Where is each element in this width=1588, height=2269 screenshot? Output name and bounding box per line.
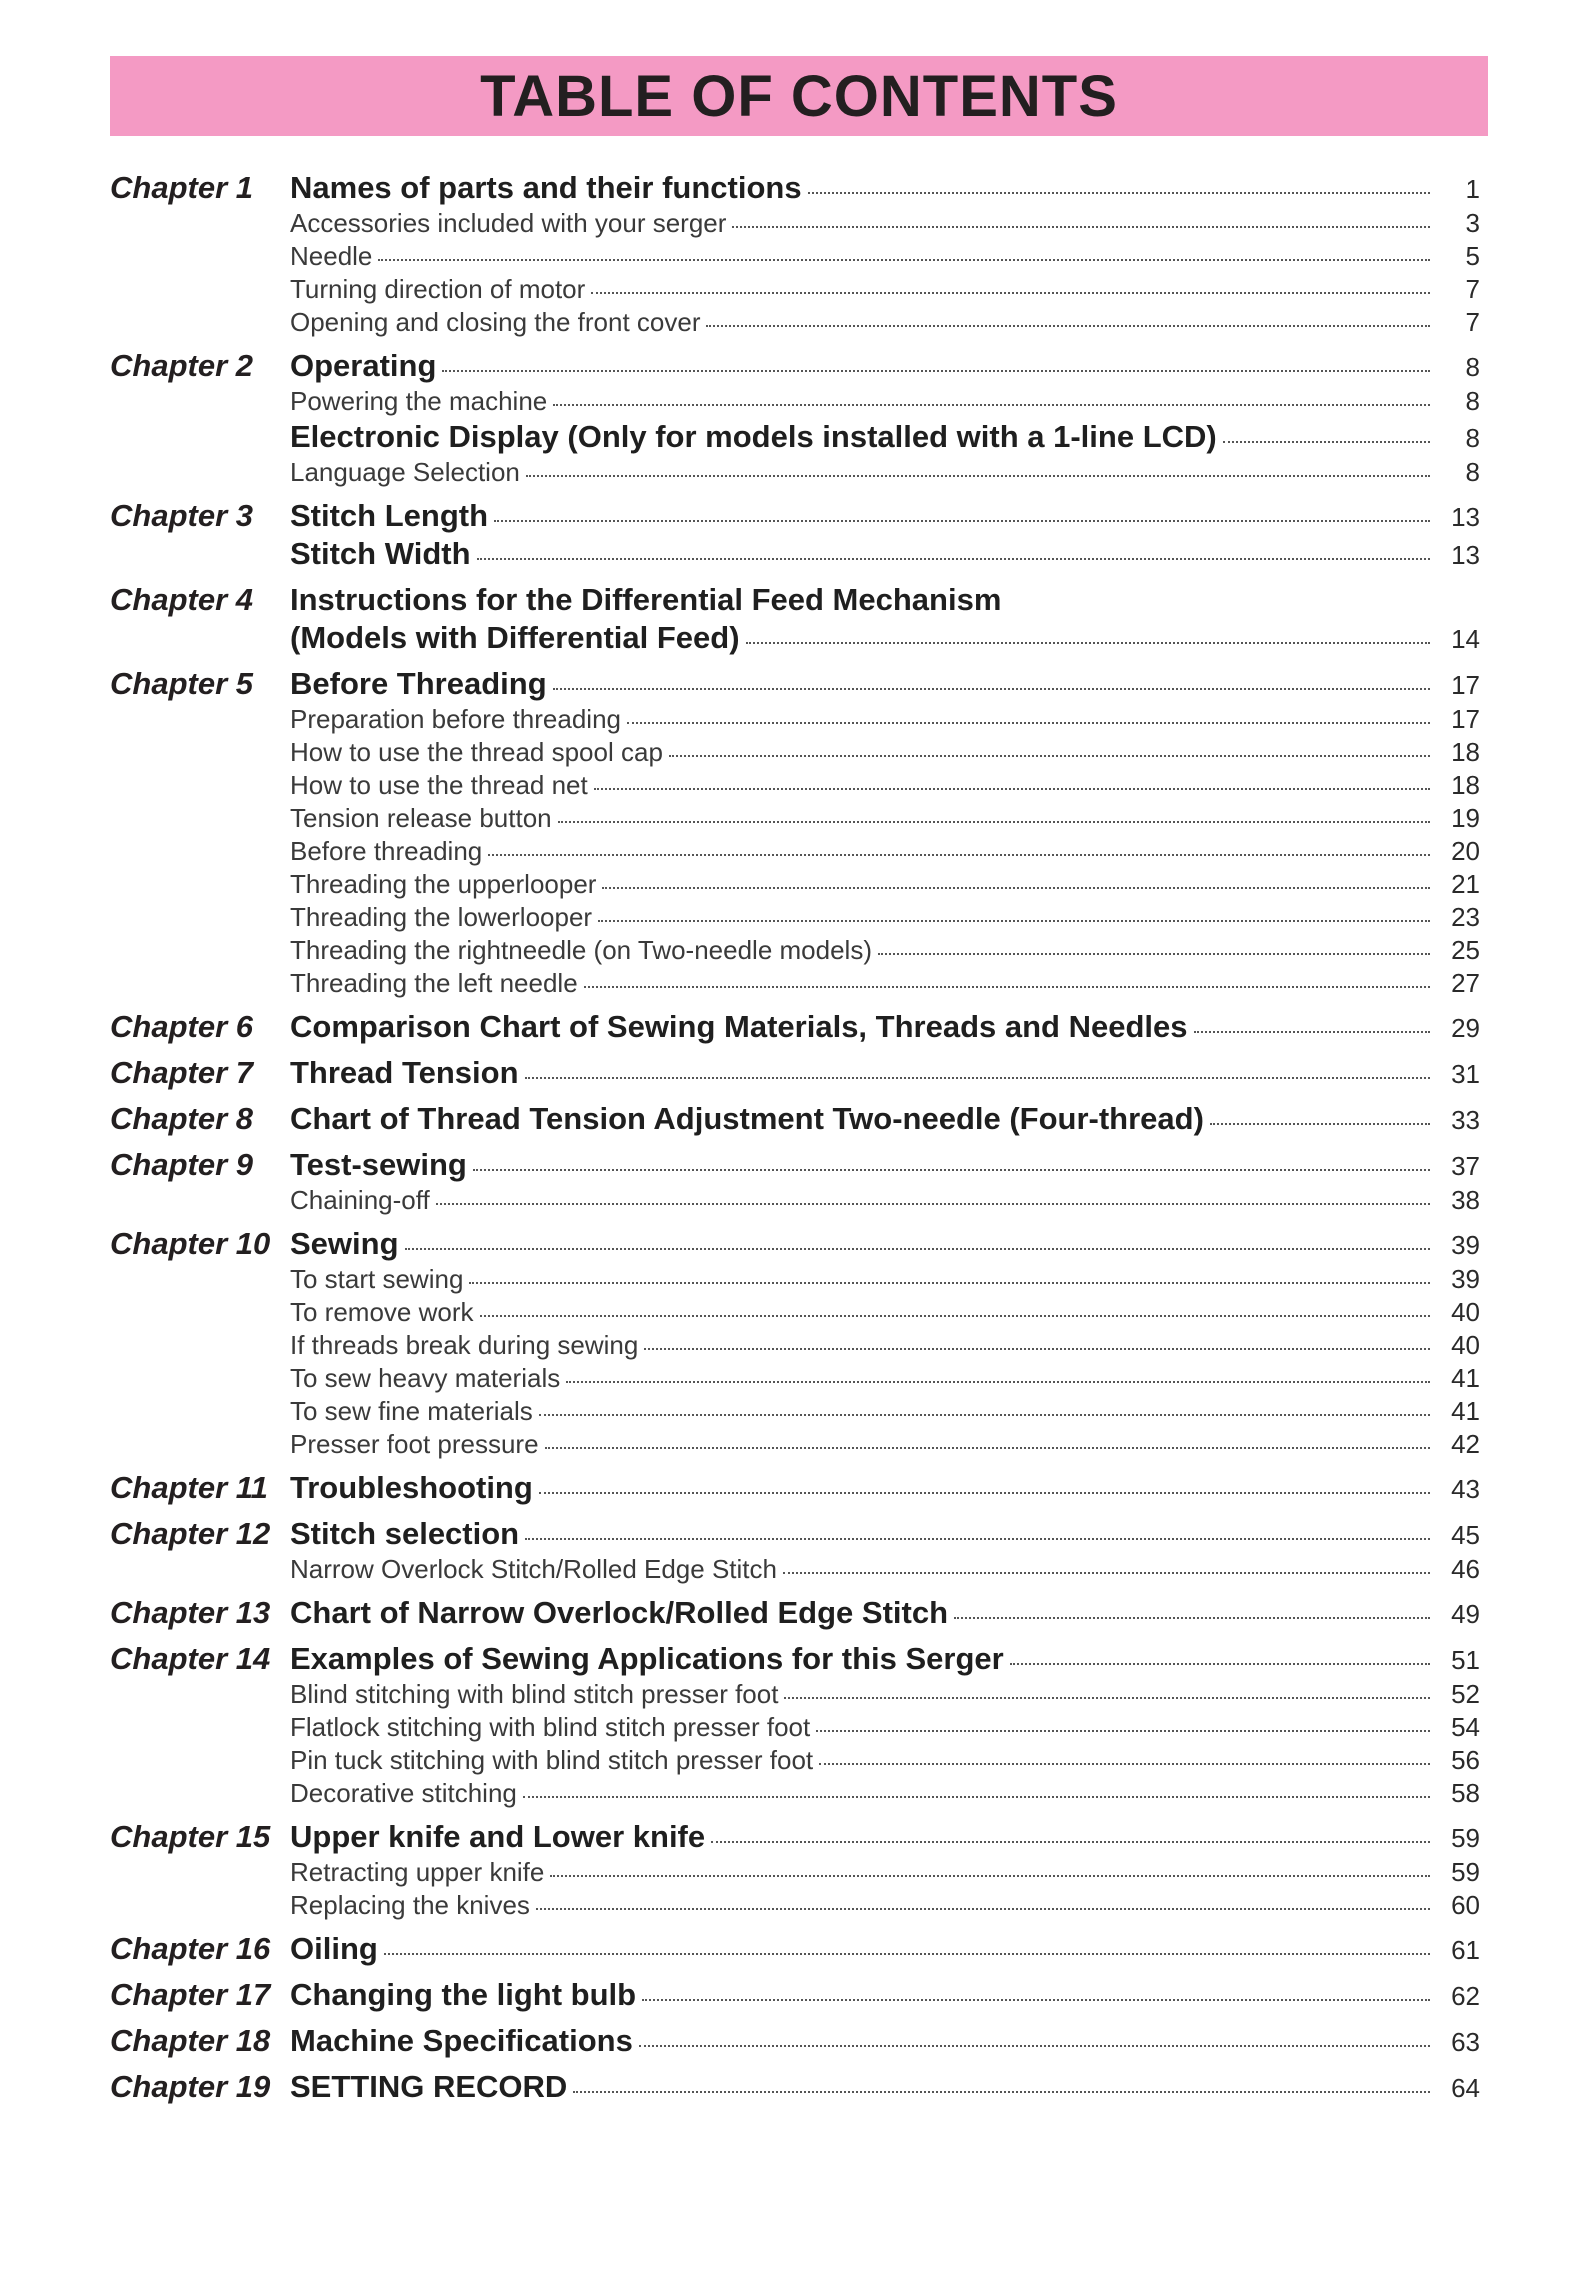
- toc-entry-title: Threading the rightneedle (on Two-needle models): [290, 935, 872, 965]
- dot-leader: [536, 1908, 1430, 1910]
- toc-chapter-row[interactable]: [110, 666, 1480, 704]
- toc-chapter-row[interactable]: [110, 419, 1480, 457]
- dot-leader: [784, 1697, 1430, 1699]
- dot-leader: [442, 370, 1430, 372]
- toc-entry-title: Upper knife and Lower knife: [290, 1819, 706, 1854]
- toc-entry: [290, 704, 1480, 735]
- toc-entry-title: Replacing the knives: [290, 1890, 530, 1920]
- dot-leader: [558, 821, 1430, 823]
- toc-subsection-row[interactable]: [110, 1297, 1480, 1330]
- chapter-label: Chapter 2: [110, 348, 253, 383]
- toc-entry-title: Thread Tension: [290, 1055, 519, 1090]
- toc-entry-title: To sew fine materials: [290, 1396, 533, 1426]
- toc-entry: [290, 170, 1480, 206]
- toc-subsection-row[interactable]: [110, 902, 1480, 935]
- toc-chapter-row[interactable]: [110, 1977, 1480, 2015]
- page-number: 63: [1451, 2027, 1480, 2057]
- toc-subsection-row[interactable]: [110, 836, 1480, 869]
- toc-entry: [290, 836, 1480, 867]
- dot-leader: [706, 325, 1430, 327]
- toc-entry-title: (Models with Differential Feed): [290, 620, 740, 655]
- dot-leader: [644, 1348, 1430, 1350]
- toc-entry: [290, 1185, 1480, 1216]
- chapter-label: Chapter 6: [110, 1009, 253, 1044]
- toc-entry: [290, 1330, 1480, 1361]
- chapter-label: Chapter 14: [110, 1641, 271, 1676]
- dot-leader: [566, 1381, 1430, 1383]
- toc-entry: [290, 241, 1480, 272]
- page-number: 61: [1451, 1935, 1480, 1965]
- dot-leader: [819, 1763, 1430, 1765]
- page-number: 54: [1451, 1712, 1480, 1742]
- toc-entry-title: Stitch Length: [290, 498, 489, 533]
- toc-subsection-row[interactable]: [110, 1363, 1480, 1396]
- page-number: 43: [1451, 1474, 1480, 1504]
- toc-chapter-row[interactable]: [110, 1470, 1480, 1508]
- dot-leader: [525, 1538, 1430, 1540]
- toc-entry-title: How to use the thread spool cap: [290, 737, 663, 767]
- toc-subsection-row[interactable]: [110, 208, 1480, 241]
- toc-entry-title: Comparison Chart of Sewing Materials, Threads and Needles: [290, 1009, 1188, 1044]
- toc-entry: [290, 1778, 1480, 1809]
- toc-chapter-row[interactable]: [110, 1516, 1480, 1554]
- toc-chapter-row[interactable]: [110, 1055, 1480, 1093]
- page-number: 25: [1451, 935, 1480, 965]
- page-number: 21: [1451, 869, 1480, 899]
- toc-chapter-row[interactable]: [110, 1009, 1480, 1047]
- toc-entry: [290, 1363, 1480, 1394]
- toc-entry: [290, 869, 1480, 900]
- page-number: 8: [1465, 423, 1480, 453]
- page-number: 29: [1451, 1013, 1480, 1043]
- dot-leader: [488, 854, 1430, 856]
- toc-entry-title: Pin tuck stitching with blind stitch presser foot: [290, 1745, 814, 1775]
- toc-entry: [290, 536, 1480, 572]
- chapter-label: Chapter 11: [110, 1470, 268, 1505]
- toc-subsection-row[interactable]: [110, 1857, 1480, 1890]
- dot-leader: [1010, 1663, 1430, 1665]
- dot-leader: [639, 2045, 1430, 2047]
- dot-leader: [1223, 441, 1430, 443]
- page-number: 39: [1451, 1230, 1480, 1260]
- dot-leader: [669, 755, 1430, 757]
- chapter-label: Chapter 3: [110, 498, 253, 533]
- toc-chapter-row[interactable]: [110, 582, 1480, 620]
- toc-subsection-row[interactable]: [110, 935, 1480, 968]
- dot-leader: [746, 642, 1430, 644]
- toc-chapter-row[interactable]: [110, 1226, 1480, 1264]
- toc-subsection-row[interactable]: [110, 1264, 1480, 1297]
- toc-entry: [290, 274, 1480, 305]
- page-number: 23: [1451, 902, 1480, 932]
- page-number: 13: [1451, 540, 1480, 570]
- toc-entry-title: Presser foot pressure: [290, 1429, 539, 1459]
- chapter-label: Chapter 12: [110, 1516, 271, 1551]
- dot-leader: [954, 1617, 1430, 1619]
- chapter-label: Chapter 15: [110, 1819, 271, 1854]
- toc-subsection-row[interactable]: [110, 1396, 1480, 1429]
- toc-entry-title: Before threading: [290, 836, 483, 866]
- toc-entry-title: Narrow Overlock Stitch/Rolled Edge Stitch: [290, 1554, 777, 1584]
- chapter-label: Chapter 10: [110, 1226, 271, 1261]
- toc-entry-title: To sew heavy materials: [290, 1363, 561, 1393]
- toc-entry-title: Electronic Display (Only for models installed with a 1-line LCD): [290, 419, 1217, 454]
- dot-leader: [732, 226, 1430, 228]
- toc-entry-title: Operating: [290, 348, 437, 383]
- page-number: 33: [1451, 1105, 1480, 1135]
- page-number: 3: [1465, 208, 1480, 238]
- toc-chapter-row[interactable]: [110, 1641, 1480, 1679]
- page-number: 8: [1465, 352, 1480, 382]
- toc-entry-title: Stitch Width: [290, 536, 471, 571]
- toc-entry: [290, 1226, 1480, 1262]
- toc-chapter-row[interactable]: [110, 170, 1480, 208]
- toc-entry: [290, 1055, 1480, 1091]
- toc-entry-title: Turning direction of motor: [290, 274, 586, 304]
- toc-entry: [290, 208, 1480, 239]
- toc-subsection-row[interactable]: [110, 737, 1480, 770]
- toc-subsection-row[interactable]: [110, 307, 1480, 340]
- toc-chapter-row[interactable]: [110, 620, 1480, 658]
- toc-entry-title: Tension release button: [290, 803, 552, 833]
- toc-entry: [290, 457, 1480, 488]
- chapter-label: Chapter 13: [110, 1595, 271, 1630]
- dot-leader: [469, 1282, 1430, 1284]
- toc-entry-title: Retracting upper knife: [290, 1857, 545, 1887]
- chapter-label: Chapter 18: [110, 2023, 271, 2058]
- page-number: 40: [1451, 1330, 1480, 1360]
- page-number: 17: [1451, 670, 1480, 700]
- dot-leader: [526, 475, 1430, 477]
- dot-leader: [525, 1077, 1430, 1079]
- dot-leader: [545, 1447, 1430, 1449]
- dot-leader: [598, 920, 1430, 922]
- toc-entry: [290, 620, 1480, 656]
- chapter-label: Chapter 8: [110, 1101, 253, 1136]
- chapter-label: Chapter 1: [110, 170, 253, 205]
- page-number: 51: [1451, 1645, 1480, 1675]
- page-number: 37: [1451, 1151, 1480, 1181]
- dot-leader: [808, 192, 1430, 194]
- toc-chapter-row[interactable]: [110, 1819, 1480, 1857]
- page-number: 41: [1451, 1363, 1480, 1393]
- dot-leader: [384, 1953, 1430, 1955]
- chapter-label: Chapter 4: [110, 582, 253, 617]
- page-number: 46: [1451, 1554, 1480, 1584]
- dot-leader: [783, 1572, 1430, 1574]
- toc-entry-title: Sewing: [290, 1226, 399, 1261]
- toc-subsection-row[interactable]: [110, 1778, 1480, 1811]
- toc-entry: [290, 770, 1480, 801]
- dot-leader: [539, 1492, 1430, 1494]
- toc-chapter-row[interactable]: [110, 1931, 1480, 1969]
- page-number: 59: [1451, 1823, 1480, 1853]
- toc-entry: [290, 1396, 1480, 1427]
- toc-entry: [290, 1745, 1480, 1776]
- toc-entry: [290, 1679, 1480, 1710]
- page-number: 19: [1451, 803, 1480, 833]
- toc-subsection-row[interactable]: [110, 869, 1480, 902]
- dot-leader: [473, 1169, 1430, 1171]
- dot-leader: [550, 1875, 1430, 1877]
- page-number: 8: [1465, 386, 1480, 416]
- toc-entry-title: Chaining-off: [290, 1185, 430, 1215]
- toc-entry: [290, 1857, 1480, 1888]
- toc-entry-title: Stitch selection: [290, 1516, 520, 1551]
- toc-entry-title: Threading the lowerlooper: [290, 902, 593, 932]
- dot-leader: [1210, 1123, 1430, 1125]
- toc-entry: [290, 1712, 1480, 1743]
- toc-entry: [290, 1554, 1480, 1585]
- dot-leader: [553, 404, 1430, 406]
- toc-chapter-row[interactable]: [110, 2069, 1480, 2107]
- chapter-label: Chapter 16: [110, 1931, 271, 1966]
- toc-entry-title: Decorative stitching: [290, 1778, 517, 1808]
- page-number: 7: [1465, 307, 1480, 337]
- toc-subsection-row[interactable]: [110, 1745, 1480, 1778]
- toc-entry: [290, 1470, 1480, 1506]
- toc-chapter-row[interactable]: [110, 536, 1480, 574]
- toc-entry: [290, 1101, 1480, 1137]
- toc-entry: [290, 386, 1480, 417]
- toc-entry-title: Changing the light bulb: [290, 1977, 637, 2012]
- toc-entry-title: Machine Specifications: [290, 2023, 633, 2058]
- dot-leader: [878, 953, 1430, 955]
- toc-entry-title: SETTING RECORD: [290, 2069, 568, 2104]
- toc-entry: [290, 1516, 1480, 1552]
- page-number: 40: [1451, 1297, 1480, 1327]
- page-number: 52: [1451, 1679, 1480, 1709]
- page-number: 14: [1451, 624, 1480, 654]
- toc-entry-title: Test-sewing: [290, 1147, 467, 1182]
- dot-leader: [480, 1315, 1431, 1317]
- toc-entry-title: Threading the left needle: [290, 968, 578, 998]
- page-number: 7: [1465, 274, 1480, 304]
- page-number: 59: [1451, 1857, 1480, 1887]
- dot-leader: [573, 2091, 1430, 2093]
- toc-entry: [290, 737, 1480, 768]
- toc-entry: [290, 307, 1480, 338]
- page-number: 64: [1451, 2073, 1480, 2103]
- toc-entry: [290, 902, 1480, 933]
- toc-subsection-row[interactable]: [110, 1679, 1480, 1712]
- toc-chapter-row[interactable]: [110, 348, 1480, 386]
- toc-entry: [290, 935, 1480, 966]
- dot-leader: [602, 887, 1430, 889]
- toc-entry-title: To start sewing: [290, 1264, 464, 1294]
- toc-entry: [290, 1297, 1480, 1328]
- dot-leader: [477, 558, 1430, 560]
- page-number: 41: [1451, 1396, 1480, 1426]
- toc-entry: [290, 1931, 1480, 1967]
- table-of-contents: [110, 170, 1480, 2107]
- toc-entry: [290, 803, 1480, 834]
- toc-entry-title: Powering the machine: [290, 386, 548, 416]
- toc-chapter-row[interactable]: [110, 498, 1480, 536]
- chapter-label: Chapter 5: [110, 666, 253, 701]
- dot-leader: [523, 1796, 1430, 1798]
- toc-entry: [290, 1009, 1480, 1045]
- toc-subsection-row[interactable]: [110, 1330, 1480, 1363]
- page-number: 39: [1451, 1264, 1480, 1294]
- dot-leader: [711, 1841, 1430, 1843]
- dot-leader: [584, 986, 1430, 988]
- toc-chapter-row[interactable]: [110, 2023, 1480, 2061]
- chapter-label: Chapter 7: [110, 1055, 253, 1090]
- toc-subsection-row[interactable]: [110, 1712, 1480, 1745]
- toc-subsection-row[interactable]: [110, 274, 1480, 307]
- toc-chapter-row[interactable]: [110, 1101, 1480, 1139]
- page-number: 38: [1451, 1185, 1480, 1215]
- page-number: 8: [1465, 457, 1480, 487]
- toc-entry: [290, 582, 1480, 618]
- chapter-label: Chapter 19: [110, 2069, 271, 2104]
- toc-entry: [290, 1977, 1480, 2013]
- toc-entry-title: Oiling: [290, 1931, 378, 1966]
- toc-entry-title: Preparation before threading: [290, 704, 622, 734]
- toc-entry: [290, 1641, 1480, 1677]
- toc-entry-title: Blind stitching with blind stitch presser foot: [290, 1679, 779, 1709]
- page-number: 5: [1465, 241, 1480, 271]
- page-number: 56: [1451, 1745, 1480, 1775]
- toc-entry-title: Examples of Sewing Applications for this Serger: [290, 1641, 1004, 1676]
- toc-entry: [290, 666, 1480, 702]
- page-number: 27: [1451, 968, 1480, 998]
- toc-entry-title: Accessories included with your serger: [290, 208, 727, 238]
- toc-chapter-row[interactable]: [110, 1147, 1480, 1185]
- toc-subsection-row[interactable]: [110, 968, 1480, 1001]
- toc-entry-title: If threads break during sewing: [290, 1330, 639, 1360]
- toc-entry-title: Troubleshooting: [290, 1470, 533, 1505]
- toc-entry-title: To remove work: [290, 1297, 474, 1327]
- page-number: 1: [1465, 174, 1480, 204]
- dot-leader: [642, 1999, 1430, 2001]
- toc-subsection-row[interactable]: [110, 770, 1480, 803]
- toc-entry-title: Opening and closing the front cover: [290, 307, 701, 337]
- dot-leader: [594, 788, 1430, 790]
- dot-leader: [494, 520, 1430, 522]
- toc-entry-title: Before Threading: [290, 666, 547, 701]
- page-number: 58: [1451, 1778, 1480, 1808]
- page-title: TABLE OF CONTENTS: [480, 63, 1118, 129]
- page-number: 18: [1451, 737, 1480, 767]
- page-number: 17: [1451, 704, 1480, 734]
- toc-entry: [290, 498, 1480, 534]
- toc-subsection-row[interactable]: [110, 704, 1480, 737]
- page-number: 62: [1451, 1981, 1480, 2011]
- toc-entry: [290, 968, 1480, 999]
- toc-chapter-row[interactable]: [110, 1595, 1480, 1633]
- page-number: 31: [1451, 1059, 1480, 1089]
- toc-entry: [290, 1429, 1480, 1460]
- toc-entry-title: How to use the thread net: [290, 770, 588, 800]
- page-number: 20: [1451, 836, 1480, 866]
- toc-entry-title: Flatlock stitching with blind stitch presser foot: [290, 1712, 811, 1742]
- toc-entry: [290, 2023, 1480, 2059]
- page-number: 18: [1451, 770, 1480, 800]
- page-number: 45: [1451, 1520, 1480, 1550]
- toc-entry-title: Language Selection: [290, 457, 520, 487]
- title-banner: [110, 56, 1488, 136]
- dot-leader: [436, 1203, 1430, 1205]
- dot-leader: [1194, 1031, 1431, 1033]
- dot-leader: [405, 1248, 1430, 1250]
- toc-entry-title: Chart of Narrow Overlock/Rolled Edge Stitch: [290, 1595, 949, 1630]
- page-number: 60: [1451, 1890, 1480, 1920]
- toc-entry: [290, 1264, 1480, 1295]
- chapter-label: Chapter 9: [110, 1147, 253, 1182]
- toc-subsection-row[interactable]: [110, 241, 1480, 274]
- toc-entry: [290, 1819, 1480, 1855]
- toc-entry: [290, 348, 1480, 384]
- toc-entry-title: Names of parts and their functions: [290, 170, 802, 205]
- dot-leader: [816, 1730, 1430, 1732]
- toc-entry: [290, 2069, 1480, 2105]
- page-number: 13: [1451, 502, 1480, 532]
- toc-entry-title: Instructions for the Differential Feed Mechanism: [290, 582, 1002, 617]
- toc-subsection-row[interactable]: [110, 457, 1480, 490]
- toc-entry: [290, 1147, 1480, 1183]
- toc-entry-title: Threading the upperlooper: [290, 869, 597, 899]
- toc-subsection-row[interactable]: [110, 1185, 1480, 1218]
- toc-subsection-row[interactable]: [110, 1554, 1480, 1587]
- page-number: 42: [1451, 1429, 1480, 1459]
- toc-subsection-row[interactable]: [110, 1429, 1480, 1462]
- toc-entry-title: Needle: [290, 241, 373, 271]
- toc-entry-title: Chart of Thread Tension Adjustment Two-needle (Four-thread): [290, 1101, 1204, 1136]
- toc-subsection-row[interactable]: [110, 1890, 1480, 1923]
- toc-subsection-row[interactable]: [110, 386, 1480, 419]
- toc-subsection-row[interactable]: [110, 803, 1480, 836]
- toc-entry: [290, 1890, 1480, 1921]
- toc-entry: [290, 419, 1480, 455]
- dot-leader: [378, 259, 1430, 261]
- dot-leader: [553, 688, 1430, 690]
- page-number: 49: [1451, 1599, 1480, 1629]
- chapter-label: Chapter 17: [110, 1977, 271, 2012]
- dot-leader: [539, 1414, 1430, 1416]
- dot-leader: [591, 292, 1430, 294]
- dot-leader: [627, 722, 1430, 724]
- toc-entry: [290, 1595, 1480, 1631]
